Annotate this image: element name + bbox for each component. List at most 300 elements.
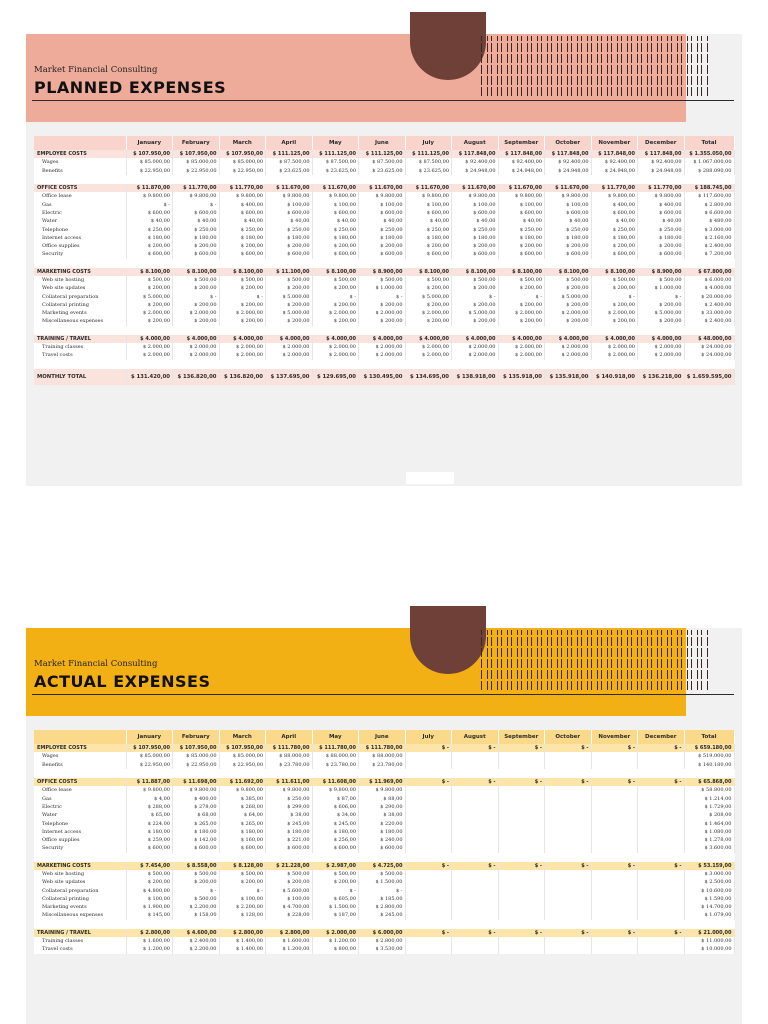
amount-cell[interactable]: [405, 844, 452, 852]
amount-cell[interactable]: $ 180,00: [219, 828, 266, 836]
amount-cell[interactable]: $ 11.670,00: [359, 184, 406, 192]
row-label[interactable]: Telephone: [34, 819, 126, 827]
amount-cell[interactable]: $ -: [545, 929, 592, 937]
amount-cell[interactable]: $ 117.848,00: [545, 150, 592, 158]
amount-cell[interactable]: [452, 937, 499, 945]
amount-cell[interactable]: $ 600,00: [126, 209, 173, 217]
amount-cell[interactable]: $ 200,00: [498, 284, 545, 292]
row-total-cell[interactable]: $ 7.200,00: [684, 250, 734, 258]
amount-cell[interactable]: [452, 819, 499, 827]
row-total-cell[interactable]: $ 48.000,00: [684, 335, 734, 343]
amount-cell[interactable]: $ 200,00: [591, 301, 638, 309]
amount-cell[interactable]: $ 2.800,00: [359, 903, 406, 911]
amount-cell[interactable]: $ 187,00: [312, 911, 359, 919]
amount-cell[interactable]: $ 92.400,00: [498, 158, 545, 166]
row-label[interactable]: Collateral printing: [34, 895, 126, 903]
row-total-cell[interactable]: $ 2.160,00: [684, 234, 734, 242]
row-label[interactable]: Travel costs: [34, 351, 126, 359]
amount-cell[interactable]: [452, 836, 499, 844]
amount-cell[interactable]: $ 4.000,00: [126, 335, 173, 343]
amount-cell[interactable]: $ 200,00: [219, 878, 266, 886]
amount-cell[interactable]: $ 259,00: [126, 836, 173, 844]
amount-cell[interactable]: $ 136.218,00: [638, 369, 685, 385]
amount-cell[interactable]: $ 8.100,00: [545, 268, 592, 276]
amount-cell[interactable]: $ 600,00: [591, 209, 638, 217]
amount-cell[interactable]: $ 4,00: [126, 794, 173, 802]
row-total-cell[interactable]: $ 519.000,00: [684, 752, 734, 760]
amount-cell[interactable]: $ 250,00: [545, 225, 592, 233]
amount-cell[interactable]: $ 220,00: [359, 819, 406, 827]
amount-cell[interactable]: [591, 786, 638, 794]
amount-cell[interactable]: [638, 870, 685, 878]
amount-cell[interactable]: $ 224,00: [126, 819, 173, 827]
amount-cell[interactable]: [498, 945, 545, 953]
row-label[interactable]: Office supplies: [34, 836, 126, 844]
amount-cell[interactable]: $ 111.125,00: [405, 150, 452, 158]
amount-cell[interactable]: $ 600,00: [359, 250, 406, 258]
amount-cell[interactable]: [545, 844, 592, 852]
amount-cell[interactable]: $ 5.000,00: [452, 309, 499, 317]
amount-cell[interactable]: $ 600,00: [591, 250, 638, 258]
row-total-cell[interactable]: $ 288.090,00: [684, 167, 734, 175]
amount-cell[interactable]: $ 9.800,00: [173, 786, 220, 794]
amount-cell[interactable]: $ -: [126, 200, 173, 208]
amount-cell[interactable]: $ 400,00: [219, 200, 266, 208]
row-total-cell[interactable]: $ 1.355.050,00: [684, 150, 734, 158]
amount-cell[interactable]: $ 4.000,00: [405, 335, 452, 343]
amount-cell[interactable]: [498, 786, 545, 794]
row-label[interactable]: EMPLOYEE COSTS: [34, 744, 126, 752]
amount-cell[interactable]: $ 200,00: [498, 242, 545, 250]
amount-cell[interactable]: $ -: [591, 778, 638, 786]
amount-cell[interactable]: [591, 945, 638, 953]
amount-cell[interactable]: $ 22.950,00: [173, 167, 220, 175]
amount-cell[interactable]: $ 11.670,00: [452, 184, 499, 192]
amount-cell[interactable]: $ 23.780,00: [266, 761, 313, 769]
amount-cell[interactable]: $ 4.000,00: [591, 335, 638, 343]
amount-cell[interactable]: $ 278,00: [173, 803, 220, 811]
amount-cell[interactable]: $ 600,00: [452, 250, 499, 258]
amount-cell[interactable]: $ 22.950,00: [126, 761, 173, 769]
amount-cell[interactable]: $ 40,00: [452, 217, 499, 225]
amount-cell[interactable]: $ 40,00: [173, 217, 220, 225]
amount-cell[interactable]: [405, 836, 452, 844]
row-label[interactable]: Marketing events: [34, 903, 126, 911]
row-label[interactable]: MARKETING COSTS: [34, 862, 126, 870]
amount-cell[interactable]: [405, 819, 452, 827]
amount-cell[interactable]: $ 500,00: [312, 276, 359, 284]
amount-cell[interactable]: $ 600,00: [219, 209, 266, 217]
amount-cell[interactable]: [591, 895, 638, 903]
amount-cell[interactable]: [591, 911, 638, 919]
amount-cell[interactable]: $ 290,00: [359, 803, 406, 811]
amount-cell[interactable]: [638, 819, 685, 827]
amount-cell[interactable]: [405, 878, 452, 886]
amount-cell[interactable]: $ 40,00: [312, 217, 359, 225]
amount-cell[interactable]: $ 180,00: [498, 234, 545, 242]
amount-cell[interactable]: $ 500,00: [126, 276, 173, 284]
amount-cell[interactable]: $ 180,00: [545, 234, 592, 242]
amount-cell[interactable]: $ 92.400,00: [638, 158, 685, 166]
amount-cell[interactable]: $ 2.000,00: [638, 351, 685, 359]
row-label[interactable]: Electric: [34, 803, 126, 811]
row-total-cell[interactable]: $ 2.500,00: [684, 878, 734, 886]
amount-cell[interactable]: $ 87,00: [312, 794, 359, 802]
amount-cell[interactable]: $ 100,00: [405, 200, 452, 208]
amount-cell[interactable]: $ 200,00: [266, 301, 313, 309]
row-label[interactable]: Web site hosting: [34, 276, 126, 284]
amount-cell[interactable]: $ 200,00: [126, 301, 173, 309]
amount-cell[interactable]: $ 130.495,00: [359, 369, 406, 385]
amount-cell[interactable]: [498, 819, 545, 827]
amount-cell[interactable]: $ 200,00: [545, 317, 592, 325]
amount-cell[interactable]: [591, 819, 638, 827]
amount-cell[interactable]: $ -: [405, 778, 452, 786]
amount-cell[interactable]: $ 34,00: [312, 811, 359, 819]
amount-cell[interactable]: $ 2.000,00: [359, 309, 406, 317]
amount-cell[interactable]: $ 2.800,00: [219, 929, 266, 937]
amount-cell[interactable]: $ 180,00: [173, 234, 220, 242]
row-label[interactable]: Collateral printing: [34, 301, 126, 309]
amount-cell[interactable]: $ 600,00: [545, 209, 592, 217]
amount-cell[interactable]: $ 40,00: [545, 217, 592, 225]
amount-cell[interactable]: $ 500,00: [405, 276, 452, 284]
amount-cell[interactable]: $ 9.800,00: [638, 192, 685, 200]
row-total-cell[interactable]: $ 58.800,00: [684, 786, 734, 794]
amount-cell[interactable]: $ 200,00: [359, 242, 406, 250]
amount-cell[interactable]: $ 2.400,00: [173, 937, 220, 945]
amount-cell[interactable]: $ 11.770,00: [219, 184, 266, 192]
amount-cell[interactable]: $ 22.950,00: [173, 761, 220, 769]
amount-cell[interactable]: $ 200,00: [638, 317, 685, 325]
amount-cell[interactable]: $ 250,00: [266, 794, 313, 802]
amount-cell[interactable]: [498, 844, 545, 852]
amount-cell[interactable]: $ 1.500,00: [359, 878, 406, 886]
amount-cell[interactable]: $ 265,00: [173, 819, 220, 827]
amount-cell[interactable]: $ 600,00: [126, 844, 173, 852]
amount-cell[interactable]: $ 8.558,00: [173, 862, 220, 870]
amount-cell[interactable]: [405, 895, 452, 903]
amount-cell[interactable]: $ 2.000,00: [545, 343, 592, 351]
amount-cell[interactable]: [405, 945, 452, 953]
amount-cell[interactable]: $ 2.000,00: [359, 343, 406, 351]
row-total-cell[interactable]: $ 117.600,00: [684, 192, 734, 200]
amount-cell[interactable]: $ 200,00: [173, 301, 220, 309]
amount-cell[interactable]: [545, 895, 592, 903]
amount-cell[interactable]: $ 85.000,00: [126, 158, 173, 166]
row-total-cell[interactable]: $ 10.600,00: [684, 886, 734, 894]
amount-cell[interactable]: $ 500,00: [126, 870, 173, 878]
amount-cell[interactable]: $ 64,00: [219, 811, 266, 819]
amount-cell[interactable]: [545, 911, 592, 919]
amount-cell[interactable]: [498, 870, 545, 878]
amount-cell[interactable]: $ 8.100,00: [126, 268, 173, 276]
amount-cell[interactable]: $ 221,00: [266, 836, 313, 844]
amount-cell[interactable]: $ 4.000,00: [452, 335, 499, 343]
row-label[interactable]: Gas: [34, 794, 126, 802]
amount-cell[interactable]: $ 200,00: [219, 242, 266, 250]
amount-cell[interactable]: $ 200,00: [452, 317, 499, 325]
amount-cell[interactable]: $ -: [405, 862, 452, 870]
amount-cell[interactable]: $ 500,00: [173, 895, 220, 903]
amount-cell[interactable]: $ 131.420,00: [126, 369, 173, 385]
amount-cell[interactable]: $ 9.800,00: [591, 192, 638, 200]
amount-cell[interactable]: $ 11.670,00: [266, 184, 313, 192]
amount-cell[interactable]: $ 200,00: [591, 284, 638, 292]
amount-cell[interactable]: $ 4.000,00: [545, 335, 592, 343]
amount-cell[interactable]: $ -: [591, 744, 638, 752]
amount-cell[interactable]: [638, 761, 685, 769]
amount-cell[interactable]: $ 2.000,00: [312, 351, 359, 359]
amount-cell[interactable]: $ 138.918,00: [452, 369, 499, 385]
amount-cell[interactable]: $ 100,00: [266, 200, 313, 208]
row-label[interactable]: Training classes: [34, 937, 126, 945]
amount-cell[interactable]: $ 4.800,00: [126, 886, 173, 894]
amount-cell[interactable]: $ 9.800,00: [266, 192, 313, 200]
amount-cell[interactable]: $ 8.128,00: [219, 862, 266, 870]
amount-cell[interactable]: $ 9.800,00: [405, 192, 452, 200]
amount-cell[interactable]: $ 21.228,00: [266, 862, 313, 870]
amount-cell[interactable]: $ 2.800,00: [266, 929, 313, 937]
amount-cell[interactable]: $ 800,00: [312, 945, 359, 953]
row-label[interactable]: Internet access: [34, 828, 126, 836]
row-label[interactable]: Benefits: [34, 761, 126, 769]
amount-cell[interactable]: $ 4.000,00: [266, 335, 313, 343]
amount-cell[interactable]: $ -: [638, 929, 685, 937]
amount-cell[interactable]: $ 40,00: [219, 217, 266, 225]
row-label[interactable]: Web site updates: [34, 878, 126, 886]
amount-cell[interactable]: [405, 761, 452, 769]
amount-cell[interactable]: $ 2.000,00: [266, 351, 313, 359]
amount-cell[interactable]: $ 180,00: [126, 828, 173, 836]
amount-cell[interactable]: $ 245,00: [312, 819, 359, 827]
amount-cell[interactable]: [452, 752, 499, 760]
amount-cell[interactable]: $ 100,00: [498, 200, 545, 208]
row-label[interactable]: Office supplies: [34, 242, 126, 250]
amount-cell[interactable]: $ 180,00: [312, 234, 359, 242]
amount-cell[interactable]: $ 8.100,00: [173, 268, 220, 276]
amount-cell[interactable]: $ 87.500,00: [359, 158, 406, 166]
row-label[interactable]: Training classes: [34, 343, 126, 351]
row-label[interactable]: Miscellaneous expenses: [34, 911, 126, 919]
amount-cell[interactable]: $ 180,00: [266, 828, 313, 836]
amount-cell[interactable]: $ 200,00: [498, 301, 545, 309]
amount-cell[interactable]: $ 87.500,00: [405, 158, 452, 166]
row-total-cell[interactable]: $ 1.729,00: [684, 803, 734, 811]
amount-cell[interactable]: $ 600,00: [359, 844, 406, 852]
amount-cell[interactable]: $ 500,00: [266, 276, 313, 284]
amount-cell[interactable]: $ -: [498, 744, 545, 752]
amount-cell[interactable]: $ 4.000,00: [312, 335, 359, 343]
amount-cell[interactable]: [498, 895, 545, 903]
amount-cell[interactable]: $ 9.800,00: [359, 786, 406, 794]
amount-cell[interactable]: [498, 811, 545, 819]
amount-cell[interactable]: $ 117.848,00: [452, 150, 499, 158]
amount-cell[interactable]: $ 40,00: [266, 217, 313, 225]
amount-cell[interactable]: $ 250,00: [452, 225, 499, 233]
amount-cell[interactable]: [545, 803, 592, 811]
amount-cell[interactable]: $ 250,00: [173, 225, 220, 233]
amount-cell[interactable]: $ 200,00: [545, 301, 592, 309]
amount-cell[interactable]: $ 117.848,00: [498, 150, 545, 158]
amount-cell[interactable]: $ 2.000,00: [591, 343, 638, 351]
row-total-cell[interactable]: $ 65.868,00: [684, 778, 734, 786]
amount-cell[interactable]: [545, 937, 592, 945]
row-label[interactable]: Collateral preparation: [34, 292, 126, 300]
amount-cell[interactable]: [405, 870, 452, 878]
amount-cell[interactable]: $ 11.770,00: [591, 184, 638, 192]
amount-cell[interactable]: $ 1.500,00: [312, 903, 359, 911]
amount-cell[interactable]: $ 400,00: [173, 794, 220, 802]
amount-cell[interactable]: $ 5.000,00: [266, 309, 313, 317]
amount-cell[interactable]: $ 5.600,00: [266, 886, 313, 894]
amount-cell[interactable]: $ 8.100,00: [219, 268, 266, 276]
amount-cell[interactable]: $ 107.950,00: [219, 150, 266, 158]
amount-cell[interactable]: $ -: [638, 778, 685, 786]
amount-cell[interactable]: $ 100,00: [312, 200, 359, 208]
row-label[interactable]: Telephone: [34, 225, 126, 233]
amount-cell[interactable]: $ 2.000,00: [452, 343, 499, 351]
amount-cell[interactable]: $ 200,00: [266, 284, 313, 292]
amount-cell[interactable]: $ 228,00: [266, 911, 313, 919]
amount-cell[interactable]: $ 250,00: [498, 225, 545, 233]
amount-cell[interactable]: [498, 836, 545, 844]
row-total-cell[interactable]: $ 10.000,00: [684, 945, 734, 953]
amount-cell[interactable]: $ -: [312, 292, 359, 300]
amount-cell[interactable]: $ 68,00: [173, 811, 220, 819]
row-label[interactable]: Electric: [34, 209, 126, 217]
amount-cell[interactable]: $ 24.948,00: [498, 167, 545, 175]
amount-cell[interactable]: $ 200,00: [126, 317, 173, 325]
amount-cell[interactable]: $ 160,00: [219, 836, 266, 844]
amount-cell[interactable]: $ 111.780,00: [359, 744, 406, 752]
amount-cell[interactable]: $ 268,00: [219, 803, 266, 811]
row-total-cell[interactable]: $ 3.000,00: [684, 870, 734, 878]
amount-cell[interactable]: [498, 911, 545, 919]
amount-cell[interactable]: [638, 803, 685, 811]
amount-cell[interactable]: $ 200,00: [126, 878, 173, 886]
row-total-cell[interactable]: $ 67.800,00: [684, 268, 734, 276]
amount-cell[interactable]: $ 2.200,00: [173, 945, 220, 953]
amount-cell[interactable]: [498, 903, 545, 911]
amount-cell[interactable]: $ -: [173, 200, 220, 208]
amount-cell[interactable]: $ 2.000,00: [126, 309, 173, 317]
amount-cell[interactable]: $ 2.000,00: [405, 343, 452, 351]
amount-cell[interactable]: $ 2.000,00: [545, 309, 592, 317]
amount-cell[interactable]: [591, 870, 638, 878]
amount-cell[interactable]: [545, 794, 592, 802]
amount-cell[interactable]: $ 200,00: [312, 284, 359, 292]
amount-cell[interactable]: [498, 803, 545, 811]
row-label[interactable]: Miscellaneous expenses: [34, 317, 126, 325]
amount-cell[interactable]: $ 111.125,00: [312, 150, 359, 158]
amount-cell[interactable]: $ 100,00: [219, 895, 266, 903]
amount-cell[interactable]: $ -: [498, 862, 545, 870]
amount-cell[interactable]: [498, 761, 545, 769]
amount-cell[interactable]: $ 600,00: [638, 209, 685, 217]
amount-cell[interactable]: $ 8.900,00: [359, 268, 406, 276]
row-total-cell[interactable]: $ 2.400,00: [684, 301, 734, 309]
amount-cell[interactable]: $ 9.800,00: [545, 192, 592, 200]
amount-cell[interactable]: $ 606,00: [312, 803, 359, 811]
amount-cell[interactable]: [452, 886, 499, 894]
amount-cell[interactable]: $ 136.820,00: [219, 369, 266, 385]
row-label[interactable]: Travel costs: [34, 945, 126, 953]
amount-cell[interactable]: $ -: [498, 292, 545, 300]
amount-cell[interactable]: $ 2.800,00: [359, 937, 406, 945]
amount-cell[interactable]: $ 24.948,00: [545, 167, 592, 175]
amount-cell[interactable]: [638, 886, 685, 894]
amount-cell[interactable]: [638, 794, 685, 802]
amount-cell[interactable]: [452, 911, 499, 919]
row-total-cell[interactable]: $ 6.000,00: [684, 276, 734, 284]
amount-cell[interactable]: [545, 886, 592, 894]
row-total-cell[interactable]: $ 20.000,00: [684, 292, 734, 300]
amount-cell[interactable]: $ 117.848,00: [638, 150, 685, 158]
amount-cell[interactable]: $ 250,00: [126, 225, 173, 233]
amount-cell[interactable]: $ 11.692,00: [219, 778, 266, 786]
amount-cell[interactable]: [452, 761, 499, 769]
amount-cell[interactable]: [638, 811, 685, 819]
amount-cell[interactable]: $ 250,00: [638, 225, 685, 233]
amount-cell[interactable]: $ 107.950,00: [219, 744, 266, 752]
amount-cell[interactable]: $ -: [173, 886, 220, 894]
amount-cell[interactable]: $ 200,00: [312, 301, 359, 309]
amount-cell[interactable]: $ 2.000,00: [266, 343, 313, 351]
amount-cell[interactable]: $ 134.695,00: [405, 369, 452, 385]
amount-cell[interactable]: $ 4.000,00: [638, 335, 685, 343]
amount-cell[interactable]: $ 265,00: [219, 819, 266, 827]
amount-cell[interactable]: $ 2.000,00: [405, 309, 452, 317]
row-total-cell[interactable]: $ 1.214,00: [684, 794, 734, 802]
amount-cell[interactable]: $ -: [219, 886, 266, 894]
amount-cell[interactable]: $ 600,00: [359, 209, 406, 217]
amount-cell[interactable]: $ -: [405, 929, 452, 937]
amount-cell[interactable]: $ -: [498, 929, 545, 937]
amount-cell[interactable]: $ 2.000,00: [312, 343, 359, 351]
row-total-cell[interactable]: $ 2.400,00: [684, 317, 734, 325]
amount-cell[interactable]: [498, 937, 545, 945]
amount-cell[interactable]: $ 600,00: [219, 844, 266, 852]
amount-cell[interactable]: [405, 752, 452, 760]
row-total-cell[interactable]: $ 6.600,00: [684, 209, 734, 217]
amount-cell[interactable]: $ 200,00: [638, 242, 685, 250]
amount-cell[interactable]: $ 200,00: [405, 284, 452, 292]
row-total-cell[interactable]: $ 1.590,00: [684, 895, 734, 903]
row-label[interactable]: Collateral preparation: [34, 886, 126, 894]
amount-cell[interactable]: $ 200,00: [545, 284, 592, 292]
amount-cell[interactable]: $ 200,00: [219, 317, 266, 325]
amount-cell[interactable]: $ -: [591, 862, 638, 870]
amount-cell[interactable]: $ 245,00: [266, 819, 313, 827]
row-label[interactable]: Web site hosting: [34, 870, 126, 878]
amount-cell[interactable]: [591, 886, 638, 894]
amount-cell[interactable]: [638, 903, 685, 911]
amount-cell[interactable]: $ 40,00: [126, 217, 173, 225]
amount-cell[interactable]: $ 8.100,00: [498, 268, 545, 276]
amount-cell[interactable]: $ 140.918,00: [591, 369, 638, 385]
amount-cell[interactable]: $ 2.000,00: [545, 351, 592, 359]
amount-cell[interactable]: $ 600,00: [405, 250, 452, 258]
amount-cell[interactable]: $ 137.695,00: [266, 369, 313, 385]
amount-cell[interactable]: $ 5.000,00: [266, 292, 313, 300]
amount-cell[interactable]: $ 22.950,00: [219, 761, 266, 769]
row-label[interactable]: EMPLOYEE COSTS: [34, 150, 126, 158]
amount-cell[interactable]: $ 2.000,00: [219, 309, 266, 317]
amount-cell[interactable]: $ 200,00: [452, 242, 499, 250]
amount-cell[interactable]: $ 23.625,00: [405, 167, 452, 175]
amount-cell[interactable]: [638, 895, 685, 903]
